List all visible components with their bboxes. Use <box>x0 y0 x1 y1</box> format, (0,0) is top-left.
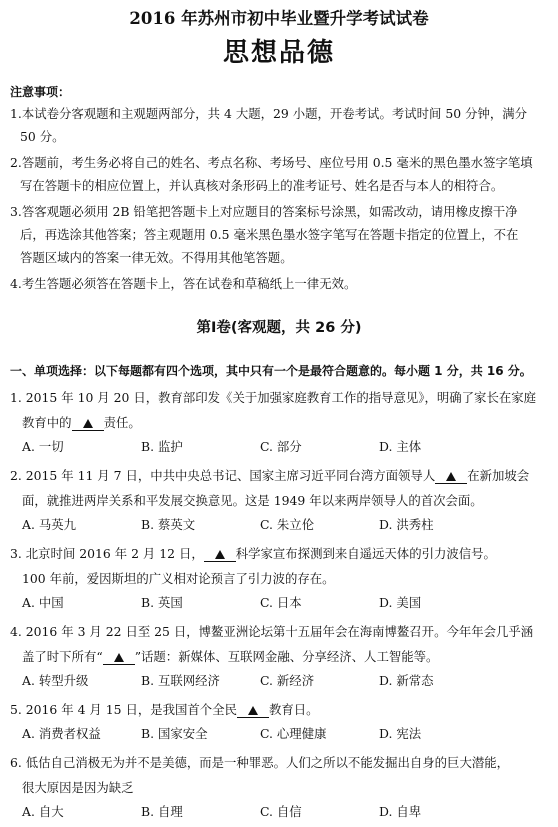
option-a: A. 一切 <box>22 439 64 454</box>
options-row <box>10 800 548 824</box>
notice-line: 答题区域内的答案一律无效。不得用其他笔答题。 <box>20 250 293 265</box>
question-number: 6. <box>10 755 22 770</box>
notice-line: 2.答题前，考生务必将自己的姓名、考点名称、考场号、座位号用 0.5 毫米的黑色墨水签字笔填 <box>10 155 533 170</box>
option-c: C. 日本 <box>260 595 302 610</box>
question-stem-cont: 100 年前，爱因斯坦的广义相对论预言了引力波的存在。 <box>22 571 335 586</box>
question-stem <box>10 463 548 488</box>
notice-line: 后，再选涂其他答案；答主观题用 0.5 毫米黑色墨水签字笔写在答题卡指定的位置上，不在 <box>20 227 519 242</box>
question-stem <box>10 541 548 566</box>
question-stem-cont <box>10 410 548 435</box>
option-b: B. 国家安全 <box>141 726 208 741</box>
option-d: D. 洪秀柱 <box>379 517 434 532</box>
question-1 <box>10 385 548 459</box>
option-b: B. 英国 <box>141 595 183 610</box>
exam-page <box>0 8 558 827</box>
notice-item <box>10 200 548 269</box>
question-stem-cont: 很大原因是因为缺乏 <box>22 780 134 795</box>
question-6 <box>10 750 548 824</box>
answer-blank <box>237 703 269 718</box>
stem-text: 2015 年 10 月 20 日，教育部印发《关于加强家庭教育工作的指导意见》，明确了家长在家庭 <box>25 390 537 405</box>
question-stem <box>10 619 548 644</box>
question-3 <box>10 541 548 615</box>
question-4 <box>10 619 548 693</box>
stem-text: 科学家宣布探测到来自遥远天体的引力波信号。 <box>235 546 496 561</box>
option-c: C. 心理健康 <box>260 726 327 741</box>
question-number: 5. <box>10 702 22 717</box>
question-5 <box>10 697 548 746</box>
question-stem <box>10 385 548 410</box>
question-number: 2. <box>10 468 22 483</box>
option-d: D. 新常态 <box>379 673 434 688</box>
triangle-blank-icon <box>215 550 225 559</box>
notice-line: 写在答题卡的相应位置上，并认真核对条形码上的准考证号、姓名是否与本人的相符合。 <box>20 178 504 193</box>
option-b: B. 监护 <box>141 439 183 454</box>
answer-blank <box>435 469 467 484</box>
exam-title: 2016 年苏州市初中毕业暨升学考试试卷 <box>129 9 429 28</box>
notice-line: 3.答客观题必须用 2B 铅笔把答题卡上对应题目的答案标号涂黑，如需改动，请用橡皮擦干净 <box>10 204 518 219</box>
stem-text: 低估自己消极无为并不是美德，而是一种罪恶。人们之所以不能发掘出自身的巨大潜能， <box>25 755 510 770</box>
notice-item <box>10 102 548 148</box>
question-stem-cont <box>10 644 548 669</box>
notice-item <box>10 272 548 295</box>
option-c: C. 新经济 <box>260 673 315 688</box>
notice-line: 50 分。 <box>20 129 65 144</box>
stem-text: 2016 年 3 月 22 日至 25 日，博鳌亚洲论坛第十五届年会在海南博鳌召开。今年年会几乎涵 <box>25 624 534 639</box>
stem-text: 教育中的 <box>22 415 72 430</box>
answer-blank <box>204 547 236 562</box>
question-number: 3. <box>10 546 22 561</box>
question-2 <box>10 463 548 537</box>
option-a: A. 马英九 <box>22 517 76 532</box>
option-a: A. 转型升级 <box>22 673 89 688</box>
question-stem-cont: 面，就推进两岸关系和平发展交换意见。这是 1949 年以来两岸领导人的首次会面。 <box>22 493 483 508</box>
options-row <box>10 669 548 693</box>
notice-line: 4.考生答题必须答在答题卡上，答在试卷和草稿纸上一律无效。 <box>10 276 357 291</box>
stem-text: 北京时间 2016 年 2 月 12 日， <box>25 546 204 561</box>
triangle-blank-icon <box>114 653 124 662</box>
part-heading: 一、单项选择：以下每题都有四个选项，其中只有一个是最符合题意的。每小题 1 分，共 16 分。 <box>10 364 532 378</box>
triangle-blank-icon <box>83 419 93 428</box>
option-d: D. 主体 <box>379 439 422 454</box>
notice-item <box>10 151 548 197</box>
answer-blank <box>103 650 135 665</box>
option-a: A. 中国 <box>22 595 64 610</box>
stem-text: 责任。 <box>103 415 141 430</box>
option-c: C. 朱立伦 <box>260 517 315 532</box>
options-row <box>10 435 548 459</box>
subject-title: 思想品德 <box>222 38 335 68</box>
option-b: B. 自理 <box>141 804 183 819</box>
answer-blank <box>72 416 104 431</box>
option-b: B. 互联网经济 <box>141 673 220 688</box>
notice-section <box>10 82 548 295</box>
stem-text: ”话题：新媒体、互联网金融、分享经济、人工智能等。 <box>134 649 439 664</box>
options-row <box>10 591 548 615</box>
option-a: A. 自大 <box>22 804 64 819</box>
question-number: 1. <box>10 390 22 405</box>
options-row <box>10 513 548 537</box>
stem-text: 教育日。 <box>268 702 319 717</box>
option-d: D. 自卑 <box>379 804 422 819</box>
question-stem <box>10 750 548 775</box>
options-row <box>10 722 548 746</box>
option-c: C. 自信 <box>260 804 302 819</box>
notice-heading: 注意事项： <box>10 85 71 99</box>
option-c: C. 部分 <box>260 439 302 454</box>
option-d: D. 宪法 <box>379 726 422 741</box>
option-d: D. 美国 <box>379 595 422 610</box>
stem-text: 2016 年 4 月 15 日，是我国首个全民 <box>25 702 237 717</box>
option-a: A. 消费者权益 <box>22 726 101 741</box>
stem-text: 2015 年 11 月 7 日，中共中央总书记、国家主席习近平同台湾方面领导人 <box>25 468 436 483</box>
question-stem <box>10 697 548 722</box>
stem-text: 在新加坡会 <box>467 468 530 483</box>
triangle-blank-icon <box>446 472 456 481</box>
section-title: 第Ⅰ卷(客观题，共 26 分) <box>196 320 362 336</box>
notice-line: 1.本试卷分客观题和主观题两部分，共 4 大题，29 小题，开卷考试。考试时间 50 分钟，满分 <box>10 106 527 121</box>
stem-text: 盖了时下所有“ <box>22 649 103 664</box>
question-number: 4. <box>10 624 22 639</box>
option-b: B. 蔡英文 <box>141 517 196 532</box>
triangle-blank-icon <box>248 706 258 715</box>
